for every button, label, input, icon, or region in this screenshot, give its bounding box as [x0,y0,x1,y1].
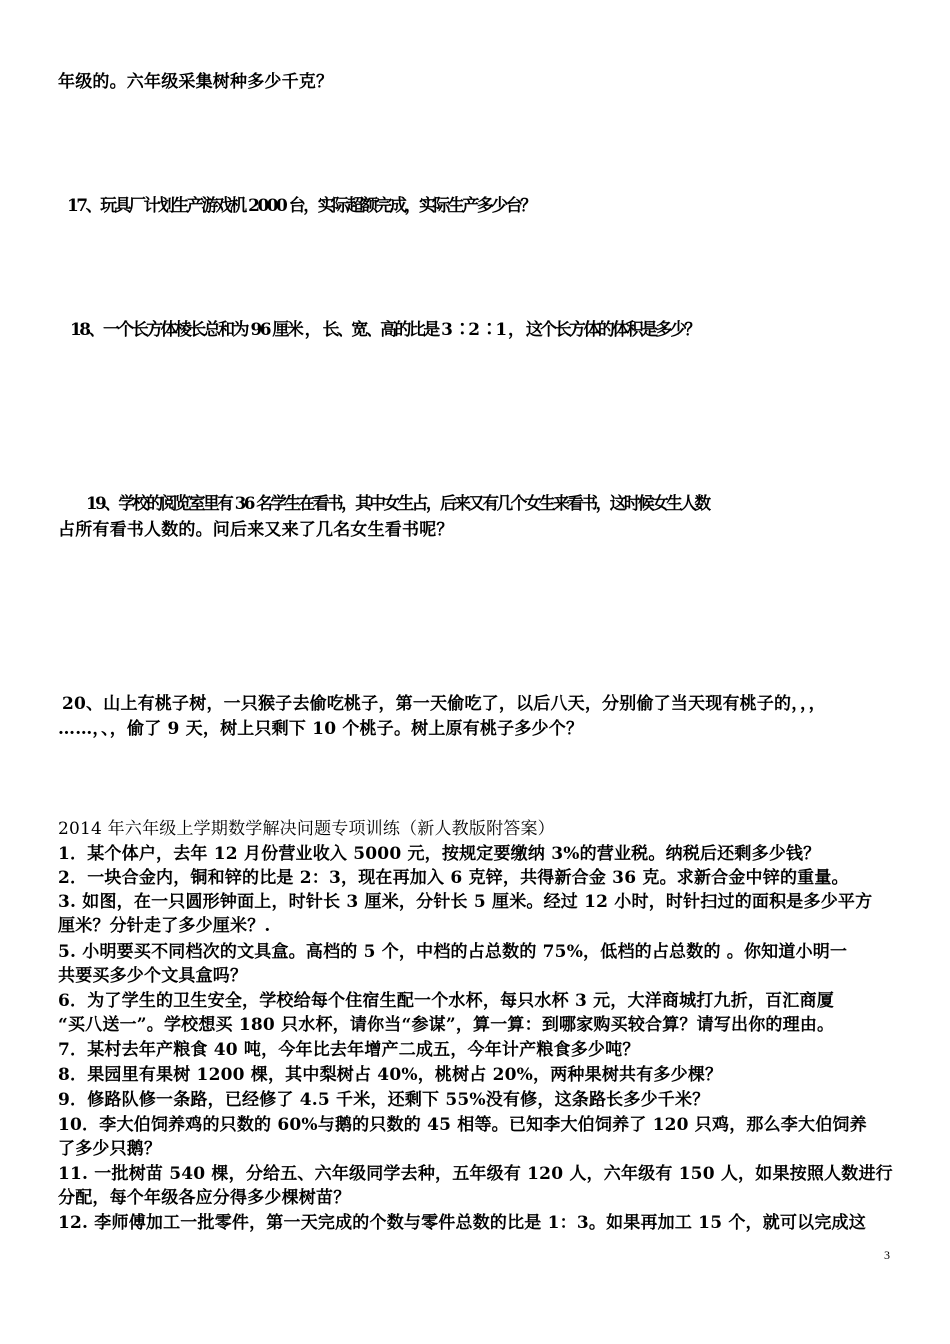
section-line: 了多少只鹅？ [58,1139,162,1159]
section-line: 共要买多少个文具盒吗？ [58,966,248,986]
section-line: 12. 李师傅加工一批零件，第一天完成的个数与零件总数的比是 1：3。如果再加工 15 个，就可以完成这 [58,1213,866,1233]
problem-18: 18、一个长方体棱长总和为 96 厘米 ， 长、宽、高的比是 3 ∶2 ∶1 ， 这个长方体的体积是多少？ [70,320,699,340]
section-line: 6．为了学生的卫生安全，学校给每个住宿生配一个水杯，每只水杯 3 元，大洋商城打九折，百汇商厦 [58,991,834,1011]
section-line: 8．果园里有果树 1200 棵，其中梨树占 40%，桃树占 20%，两种果树共有多少棵？ [58,1065,723,1085]
problem-17: 17、玩具厂计划生产游戏机 2000 台，实际超额完成，实际生产多少台？ [67,196,535,216]
section-line: “买八送一”。学校想买 180 只水杯，请你当“参谋”，算一算：到哪家购买较合算？请写出你的理由。 [58,1015,835,1035]
section-line: 9．修路队修一条路，已经修了 4.5 千米，还剩下 55%没有修，这条路长多少千米？ [58,1090,710,1110]
section-line: 7．某村去年产粮食 40 吨，今年比去年增产二成五，今年计产粮食多少吨？ [58,1040,640,1060]
section-line: 1．某个体户，去年 12 月份营业收入 5000 元，按规定要缴纳 3%的营业税。纳税后还剩多少钱？ [58,844,821,864]
section-line: 厘米？分针走了多少厘米？. [58,916,271,936]
page-number: 3 [884,1248,890,1262]
section-line: 10．李大伯饲养鸡的只数的 60%与鹅的只数的 45 相等。已知李大伯饲养了 120 只鸡，那么李大伯饲养 [58,1115,867,1135]
problem-19-line-2: 占所有看书人数的。问后来又来了几名女生看书呢？ [58,520,454,540]
section-line: 分配，每个年级各应分得多少棵树苗？ [58,1188,351,1208]
section-title: 2014 年六年级上学期数学解决问题专项训练（新人教版附答案） [58,819,555,839]
section-line: 11. 一批树苗 540 棵，分给五、六年级同学去种，五年级有 120 人，六年级有 150 人，如果按照人数进行 [58,1164,893,1184]
section-line: 5. 小明要买不同档次的文具盒。高档的 5 个，中档的占总数的 75%，低档的占总数的 。你知道小明一 [58,942,848,962]
problem-16-tail: 年级的。六年级采集树种多少千克？ [58,72,334,92]
section-line: 2．一块合金内，铜和锌的比是 2：3，现在再加入 6 克锌，共得新合金 36 克。求新合金中锌的重量。 [58,868,849,888]
problem-20-line-1: 20、山上有桃子树，一只猴子去偷吃桃子，第一天偷吃了，以后八天，分别偷了当天现有桃子的，，， [62,694,826,714]
problem-19-line-1: 19、学校的阅览室里有 36 名学生在看书，其中女生占，后来又有几个女生来看书，这时候女生人数 [86,494,709,514]
problem-20-line-2: ……，、，偷了 9 天，树上只剩下 10 个桃子。树上原有桃子多少个？ [58,719,584,739]
section-line: 3. 如图，在一只圆形钟面上，时针长 3 厘米，分针长 5 厘米。经过 12 小时，时针扫过的面积是多少平方 [58,892,873,912]
